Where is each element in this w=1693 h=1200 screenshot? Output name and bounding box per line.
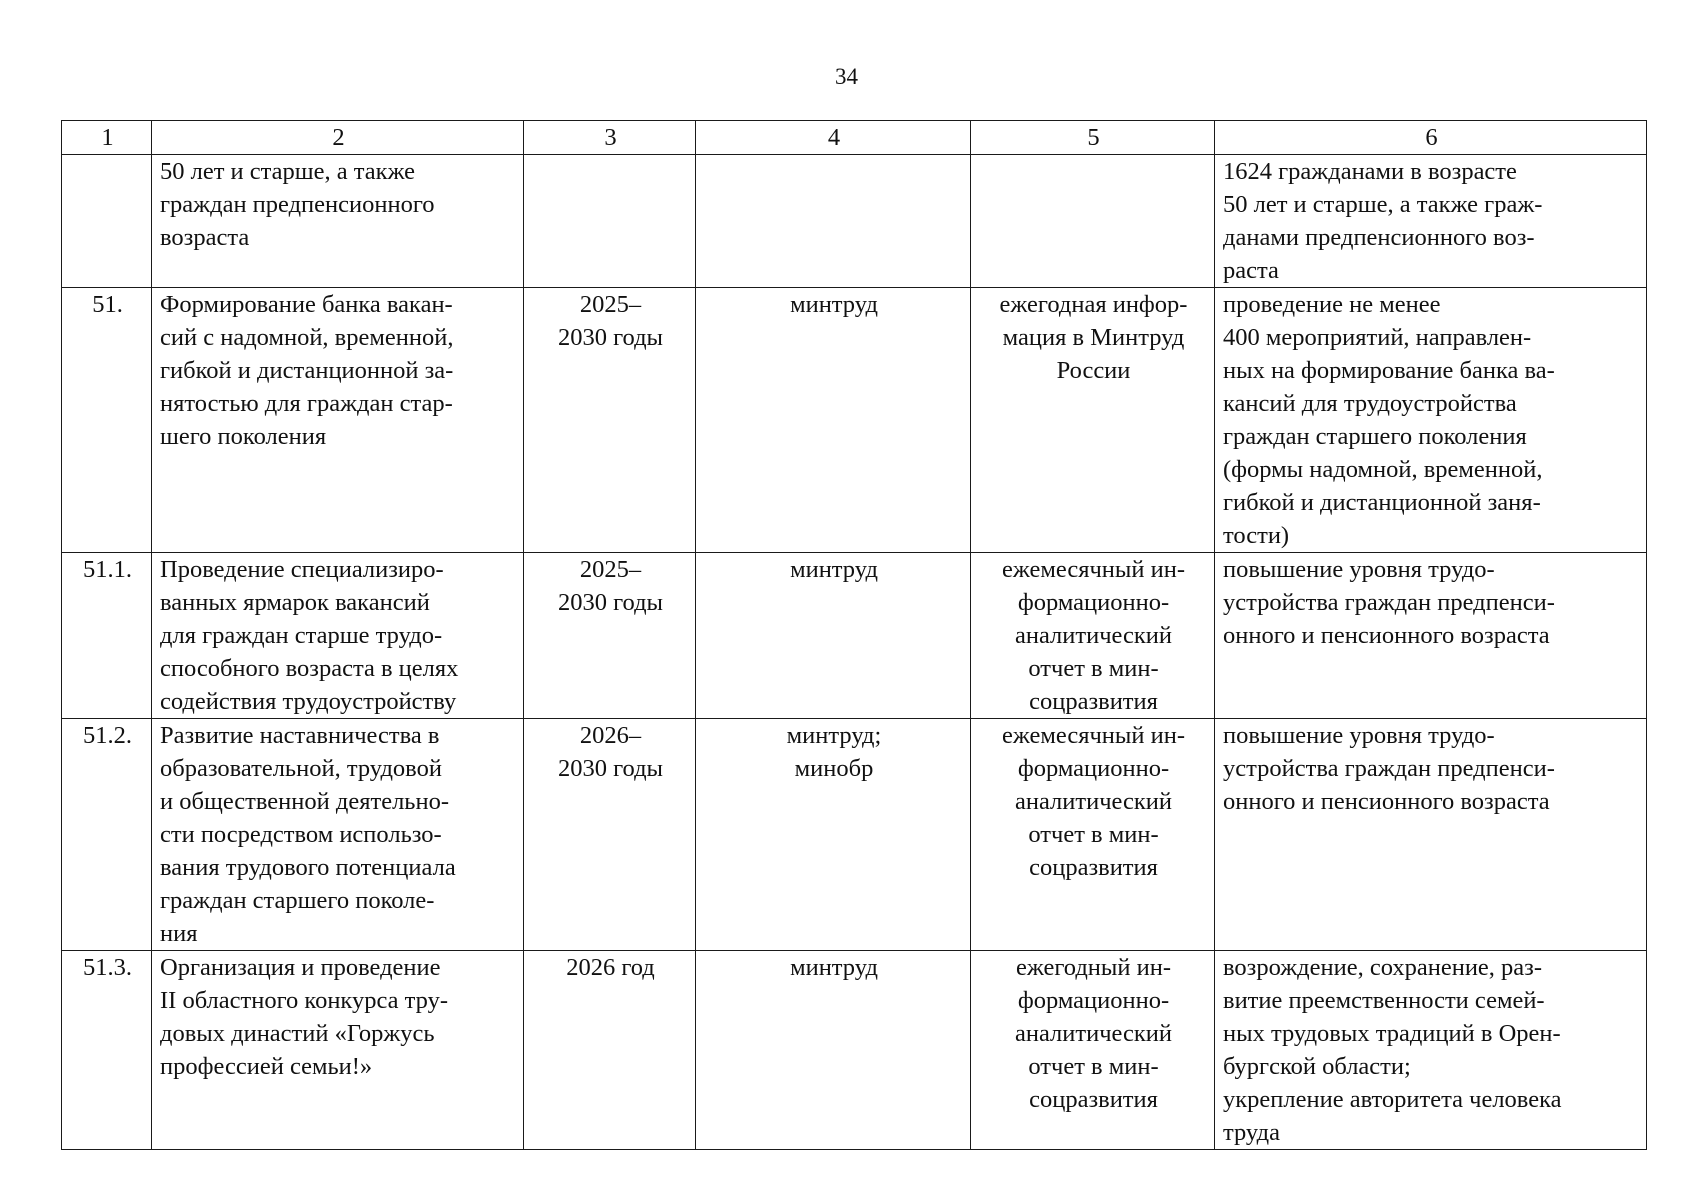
table-row [62, 288, 1647, 553]
expected-result-cell: 1624 гражданами в возрасте 50 лет и старше, а также граж- данами предпенсионного воз- раста [1215, 155, 1647, 288]
period-cell: 2026– 2030 годы [524, 719, 696, 951]
expected-result-cell: возрождение, сохранение, раз- витие преемственности семей- ных трудовых традиций в Орен- бургской области; укрепление авторитета человека труда [1215, 951, 1647, 1150]
action-plan-table [61, 120, 1647, 1150]
executor-cell: минтруд [696, 951, 971, 1150]
column-header: 5 [971, 121, 1215, 155]
expected-result-cell: проведение не менее 400 мероприятий, направлен- ных на формирование банка ва- кансий для трудоустройства граждан старшего поколения (формы надомной, временной, гибкой и дистанционной заня- тости) [1215, 288, 1647, 553]
event-name-cell: Развитие наставничества в образовательной, трудовой и общественной деятельно- сти посредством использо- вания трудового потенциала граждан старшего поколе- ния [152, 719, 524, 951]
row-number-cell: 51.2. [62, 719, 152, 951]
report-form-cell [971, 155, 1215, 288]
report-form-cell: ежемесячный ин- формационно- аналитический отчет в мин- соцразвития [971, 719, 1215, 951]
row-number-cell: 51.1. [62, 553, 152, 719]
column-header: 1 [62, 121, 152, 155]
column-header: 2 [152, 121, 524, 155]
table-header-row [62, 121, 1647, 155]
table-row [62, 553, 1647, 719]
column-header: 6 [1215, 121, 1647, 155]
event-name-cell: Проведение специализиро- ванных ярмарок вакансий для граждан старше трудо- способного возраста в целях содействия трудоустройству [152, 553, 524, 719]
event-name-cell: Организация и проведение II областного конкурса тру- довых династий «Горжусь профессией семьи!» [152, 951, 524, 1150]
period-cell: 2025– 2030 годы [524, 288, 696, 553]
row-number-cell: 51. [62, 288, 152, 553]
executor-cell: минтруд [696, 288, 971, 553]
event-name-cell: Формирование банка вакан- сий с надомной, временной, гибкой и дистанционной за- нятостью для граждан стар- шего поколения [152, 288, 524, 553]
row-number-cell [62, 155, 152, 288]
executor-cell: минтруд [696, 553, 971, 719]
expected-result-cell: повышение уровня трудо- устройства граждан предпенси- онного и пенсионного возраста [1215, 553, 1647, 719]
report-form-cell: ежегодная инфор- мация в Минтруд России [971, 288, 1215, 553]
period-cell [524, 155, 696, 288]
executor-cell [696, 155, 971, 288]
report-form-cell: ежегодный ин- формационно- аналитический отчет в мин- соцразвития [971, 951, 1215, 1150]
table-row [62, 719, 1647, 951]
expected-result-cell: повышение уровня трудо- устройства граждан предпенси- онного и пенсионного возраста [1215, 719, 1647, 951]
column-header: 3 [524, 121, 696, 155]
period-cell: 2025– 2030 годы [524, 553, 696, 719]
report-form-cell: ежемесячный ин- формационно- аналитический отчет в мин- соцразвития [971, 553, 1215, 719]
table-row [62, 951, 1647, 1150]
event-name-cell: 50 лет и старше, а также граждан предпенсионного возраста [152, 155, 524, 288]
table-row [62, 155, 1647, 288]
row-number-cell: 51.3. [62, 951, 152, 1150]
period-cell: 2026 год [524, 951, 696, 1150]
executor-cell: минтруд; минобр [696, 719, 971, 951]
column-header: 4 [696, 121, 971, 155]
page-number: 34 [835, 64, 858, 89]
